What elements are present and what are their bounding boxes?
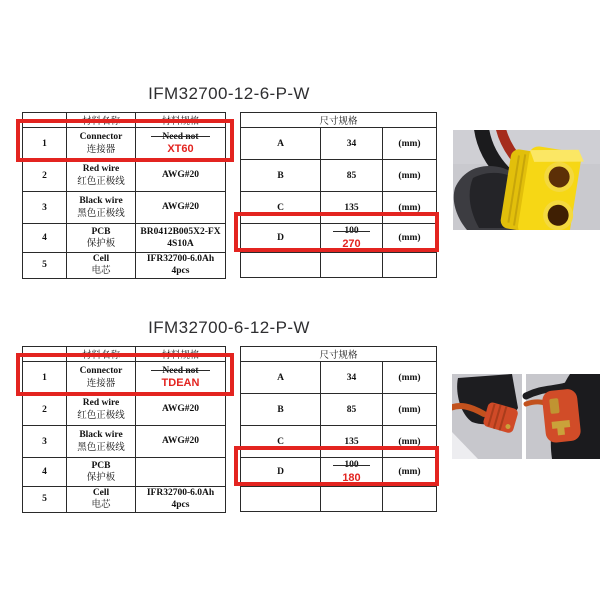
table-header-row — [241, 347, 437, 362]
dimension-value: 135 — [321, 192, 383, 224]
annotation-box-dimension-d-change — [234, 446, 439, 486]
row-number: 5 — [23, 487, 67, 513]
dimension-label: A — [241, 362, 321, 394]
material-name-header: 材料名称 — [67, 113, 136, 128]
section1-title: IFM32700-12-6-P-W — [148, 84, 310, 103]
row-number: 4 — [23, 458, 67, 487]
material-name-header: 材料名称 — [67, 347, 136, 362]
table-row — [23, 160, 226, 192]
table-row — [241, 128, 437, 160]
row-number: 3 — [23, 192, 67, 224]
material-spec-cell: BR0412B005X2-FX 4S10A — [136, 224, 226, 253]
added-new-value: 180 — [342, 471, 361, 484]
dimension-unit: (mm) — [383, 458, 437, 487]
dimension-unit: (mm) — [383, 192, 437, 224]
material-name-cell: PCB 保护板 — [67, 458, 136, 487]
material-name-cell: Connector 连接器 — [67, 128, 136, 160]
table-row — [23, 192, 226, 224]
dimension-value: 135 — [321, 426, 383, 458]
dimension-unit: (mm) — [383, 362, 437, 394]
material-name-cell: Cell 电芯 — [67, 487, 136, 513]
row-number: 2 — [23, 394, 67, 426]
dimension-label: A — [241, 128, 321, 160]
row-number: 2 — [23, 160, 67, 192]
row-number: 1 — [23, 128, 67, 160]
struck-old-value: 100 — [344, 226, 359, 237]
dimension-unit: (mm) — [383, 394, 437, 426]
material-spec-cell: IFR32700-6.0Ah 4pcs — [136, 253, 226, 279]
dimension-unit: (mm) — [383, 128, 437, 160]
table-row — [23, 224, 226, 253]
struck-old-value: Need not — [162, 365, 199, 376]
xt60-connector-illustration — [453, 130, 600, 230]
section1-dimensions-table — [240, 112, 437, 278]
material-spec-cell-empty — [136, 458, 226, 487]
added-new-value: XT60 — [167, 143, 194, 156]
row-number: 3 — [23, 426, 67, 458]
annotation-box-dimension-d-change — [234, 212, 439, 252]
dimension-label: B — [241, 394, 321, 426]
dimension-value: 85 — [321, 160, 383, 192]
material-spec-cell: IFR32700-6.0Ah 4pcs — [136, 487, 226, 513]
material-name-cell: Cell 电芯 — [67, 253, 136, 279]
material-spec-cell: AWG#20 — [136, 160, 226, 192]
dimension-spec-header: 尺寸规格 — [241, 113, 437, 128]
dimension-value: 34 — [321, 128, 383, 160]
table-row — [241, 362, 437, 394]
dimension-label: C — [241, 192, 321, 224]
material-name-cell: Black wire 黑色正极线 — [67, 192, 136, 224]
table-header-row — [241, 113, 437, 128]
dimension-label: C — [241, 426, 321, 458]
section2-dimensions-table — [240, 346, 437, 512]
material-name-cell: Black wire 黑色正极线 — [67, 426, 136, 458]
annotation-box-connector-change — [16, 353, 234, 396]
dimension-unit: (mm) — [383, 426, 437, 458]
material-name-cell: Red wire 红色正极线 — [67, 160, 136, 192]
empty-table-row — [241, 253, 437, 278]
dimension-label: D — [241, 224, 321, 253]
dimension-spec-header: 尺寸规格 — [241, 347, 437, 362]
table-row — [23, 458, 226, 487]
table-row — [241, 160, 437, 192]
annotation-box-connector-change — [16, 119, 234, 162]
added-new-value: TDEAN — [161, 377, 200, 390]
empty-table-row — [241, 487, 437, 512]
material-spec-header: 材料规格 — [136, 347, 226, 362]
added-new-value: 270 — [342, 237, 361, 250]
material-spec-cell: AWG#20 — [136, 192, 226, 224]
dimension-label: D — [241, 458, 321, 487]
section2-title: IFM32700-6-12-P-W — [148, 318, 310, 337]
material-spec-cell: AWG#20 — [136, 426, 226, 458]
material-spec-header: 材料规格 — [136, 113, 226, 128]
table-row — [23, 253, 226, 279]
dimension-unit: (mm) — [383, 160, 437, 192]
material-spec-cell: AWG#20 — [136, 394, 226, 426]
deans-connector-illustration — [452, 374, 600, 459]
row-number: 5 — [23, 253, 67, 279]
material-name-cell: Red wire 红色正极线 — [67, 394, 136, 426]
material-name-cell: Connector 连接器 — [67, 362, 136, 394]
dimension-value: 34 — [321, 362, 383, 394]
xt60-connector-photo — [453, 130, 600, 230]
struck-old-value: Need not — [162, 131, 199, 142]
material-name-cell: PCB 保护板 — [67, 224, 136, 253]
struck-old-value: 100 — [344, 460, 359, 471]
dimension-value: 85 — [321, 394, 383, 426]
dimension-label: B — [241, 160, 321, 192]
table-row — [23, 426, 226, 458]
row-number: 4 — [23, 224, 67, 253]
table-row — [23, 487, 226, 513]
table-row — [23, 394, 226, 426]
dimension-unit: (mm) — [383, 224, 437, 253]
row-number: 1 — [23, 362, 67, 394]
deans-connector-photo — [452, 374, 600, 459]
table-row — [241, 394, 437, 426]
